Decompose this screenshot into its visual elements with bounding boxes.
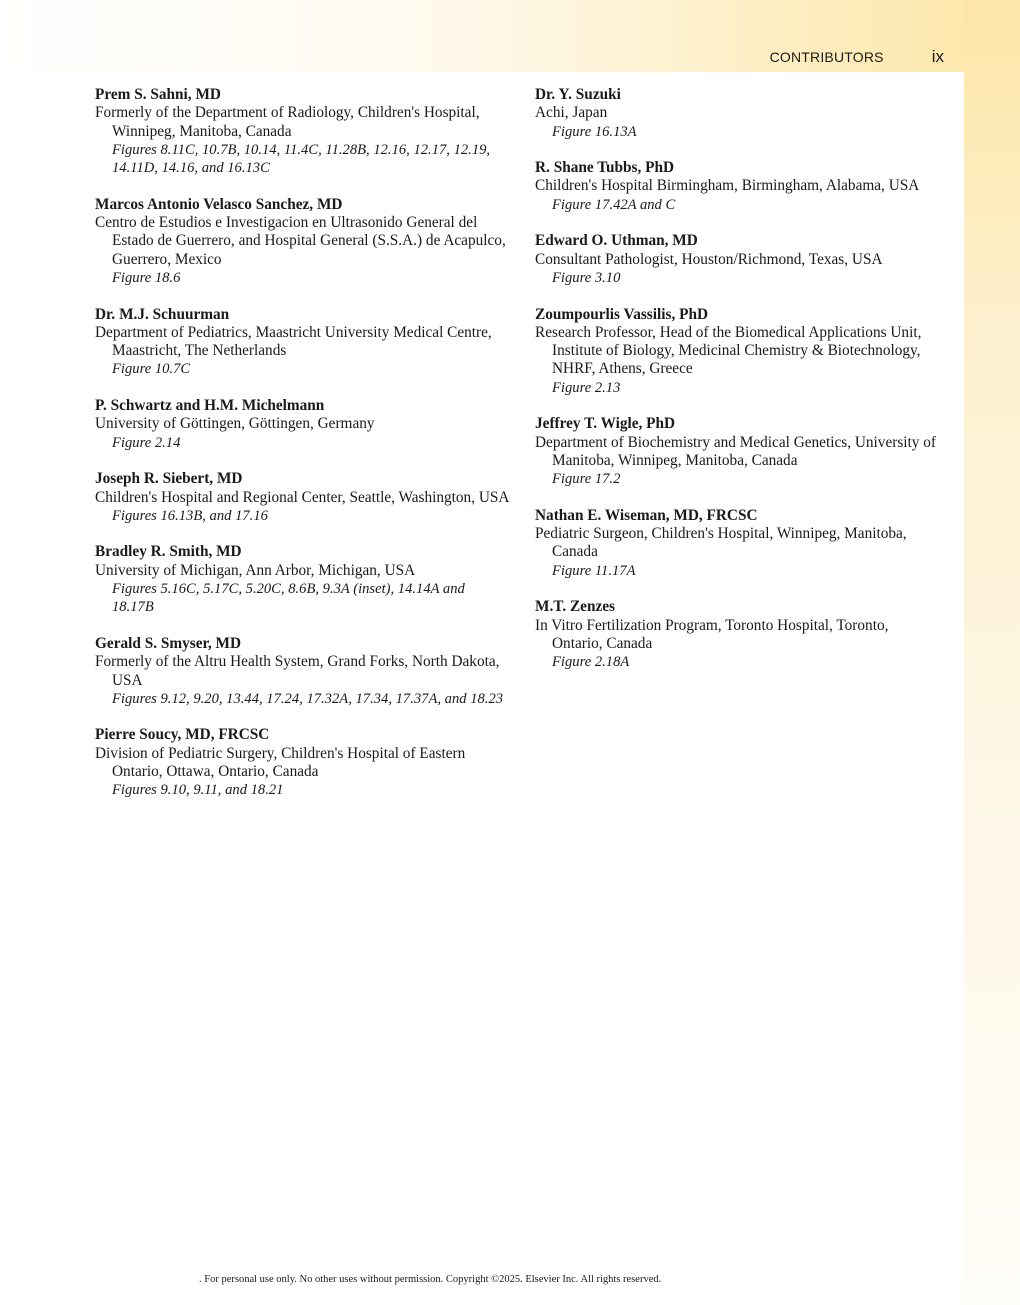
contributor-entry (95, 397, 510, 452)
contributor-entry (95, 306, 510, 379)
contributor-name: P. Schwartz and H.M. Michelmann (95, 397, 325, 415)
contributor-entry (535, 306, 940, 397)
contributor-figures: Figures 8.11C, 10.7B, 10.14, 11.4C, 11.28B, 12.16, 12.17, 12.19, 14.11D, 14.16, and 16.13C (112, 141, 491, 177)
contributor-affiliation: Consultant Pathologist, Houston/Richmond, Texas, USA (535, 250, 883, 268)
contributor-affiliation: Formerly of the Department of Radiology, Children's Hospital, Winnipeg, Manitoba, Canada (95, 104, 480, 140)
contributor-name: Gerald S. Smyser, MD (95, 634, 242, 652)
contributor-entry (95, 635, 510, 708)
contributor-entry (535, 232, 940, 287)
contributor-affiliation: Department of Pediatrics, Maastricht University Medical Centre, Maastricht, The Netherlands (95, 323, 492, 360)
contributor-affiliation: Centro de Estudios e Investigacion en Ultrasonido General del Estado de Guerrero, and Hospital General (S.S.A.) de Acapulco, Guerrero, Mexico (95, 214, 506, 268)
contributor-affiliation: University of Göttingen, Göttingen, Germany (95, 415, 375, 433)
contributor-figures: Figure 17.2 (552, 471, 621, 488)
contributor-affiliation: Pediatric Surgeon, Children's Hospital, Winnipeg, Manitoba, Canada (535, 525, 907, 561)
contributor-affiliation: Children's Hospital and Regional Center, Seattle, Washington, USA (95, 488, 510, 506)
contributor-figures: Figure 18.6 (112, 269, 181, 286)
contributor-name: Pierre Soucy, MD, FRCSC (95, 726, 270, 744)
right-gradient-band (964, 0, 1020, 1305)
contributor-figures: Figures 5.16C, 5.17C, 5.20C, 8.6B, 9.3A (inset), 14.14A and 18.17B (112, 581, 465, 616)
contributor-entry (95, 543, 510, 616)
contributor-name: M.T. Zenzes (535, 598, 616, 616)
contributor-entry (535, 415, 940, 488)
contributor-name: Nathan E. Wiseman, MD, FRCSC (535, 506, 758, 524)
contributor-entry (95, 86, 510, 177)
contributor-figures: Figure 3.10 (552, 269, 621, 286)
contributor-name: R. Shane Tubbs, PhD (535, 159, 675, 177)
contributor-affiliation: In Vitro Fertilization Program, Toronto Hospital, Toronto, Ontario, Canada (535, 616, 889, 652)
contributor-name: Prem S. Sahni, MD (95, 86, 221, 103)
contributor-figures: Figures 9.12, 9.20, 13.44, 17.24, 17.32A, 17.34, 17.37A, and 18.23 (112, 690, 504, 707)
page-number: ix (931, 47, 944, 66)
copyright-footer: . For personal use only. No other uses without permission. Copyright ©2025. Elsevier Inc. All rights reserved. (199, 1274, 662, 1285)
contributor-affiliation: Formerly of the Altru Health System, Grand Forks, North Dakota, USA (95, 653, 500, 689)
contributor-entry (95, 470, 510, 525)
contributor-affiliation: Research Professor, Head of the Biomedical Applications Unit, Institute of Biology, Medicinal Chemistry & Biotechnology, NHRF, Athens, Greece (535, 323, 922, 378)
contributor-entry (535, 507, 940, 580)
contributor-affiliation: Department of Biochemistry and Medical Genetics, University of Manitoba, Winnipeg, Manitoba, Canada (535, 433, 937, 469)
contributor-affiliation: Achi, Japan (535, 104, 608, 122)
contributor-affiliation: University of Michigan, Ann Arbor, Michigan, USA (95, 561, 416, 579)
running-head (770, 47, 944, 69)
contributor-name: Joseph R. Siebert, MD (95, 470, 243, 488)
contributor-figures: Figure 2.18A (552, 654, 630, 671)
contributor-figures: Figure 2.13 (552, 379, 621, 396)
contributor-figures: Figure 16.13A (552, 123, 637, 140)
contributor-entry (535, 159, 940, 214)
contributor-figures: Figure 10.7C (112, 361, 191, 378)
contributor-figures: Figures 16.13B, and 17.16 (112, 507, 268, 524)
contributor-affiliation: Division of Pediatric Surgery, Children's Hospital of Eastern Ontario, Ottawa, Ontario, Canada (95, 744, 466, 780)
contributor-name: Jeffrey T. Wigle, PhD (535, 415, 676, 433)
contributor-affiliation: Children's Hospital Birmingham, Birmingham, Alabama, USA (535, 177, 920, 195)
contributors-right-column (535, 86, 940, 690)
contributors-left-column (95, 86, 510, 818)
contributor-figures: Figures 9.10, 9.11, and 18.21 (112, 782, 284, 799)
contributor-name: Edward O. Uthman, MD (535, 232, 698, 250)
contributor-entry (95, 196, 510, 287)
contributor-name: Zoumpourlis Vassilis, PhD (535, 305, 709, 323)
contributor-figures: Figure 11.17A (552, 562, 636, 579)
contributor-figures: Figure 2.14 (112, 434, 181, 451)
contributor-figures: Figure 17.42A and C (552, 196, 676, 213)
section-label: CONTRIBUTORS (769, 49, 884, 65)
contributor-name: Bradley R. Smith, MD (95, 543, 242, 561)
contributor-entry (95, 726, 510, 799)
contributor-entry (535, 86, 940, 141)
contributor-name: Dr. M.J. Schuurman (95, 305, 230, 323)
contributor-name: Dr. Y. Suzuki (535, 86, 621, 103)
contributor-entry (535, 598, 940, 671)
contributor-name: Marcos Antonio Velasco Sanchez, MD (95, 195, 343, 213)
